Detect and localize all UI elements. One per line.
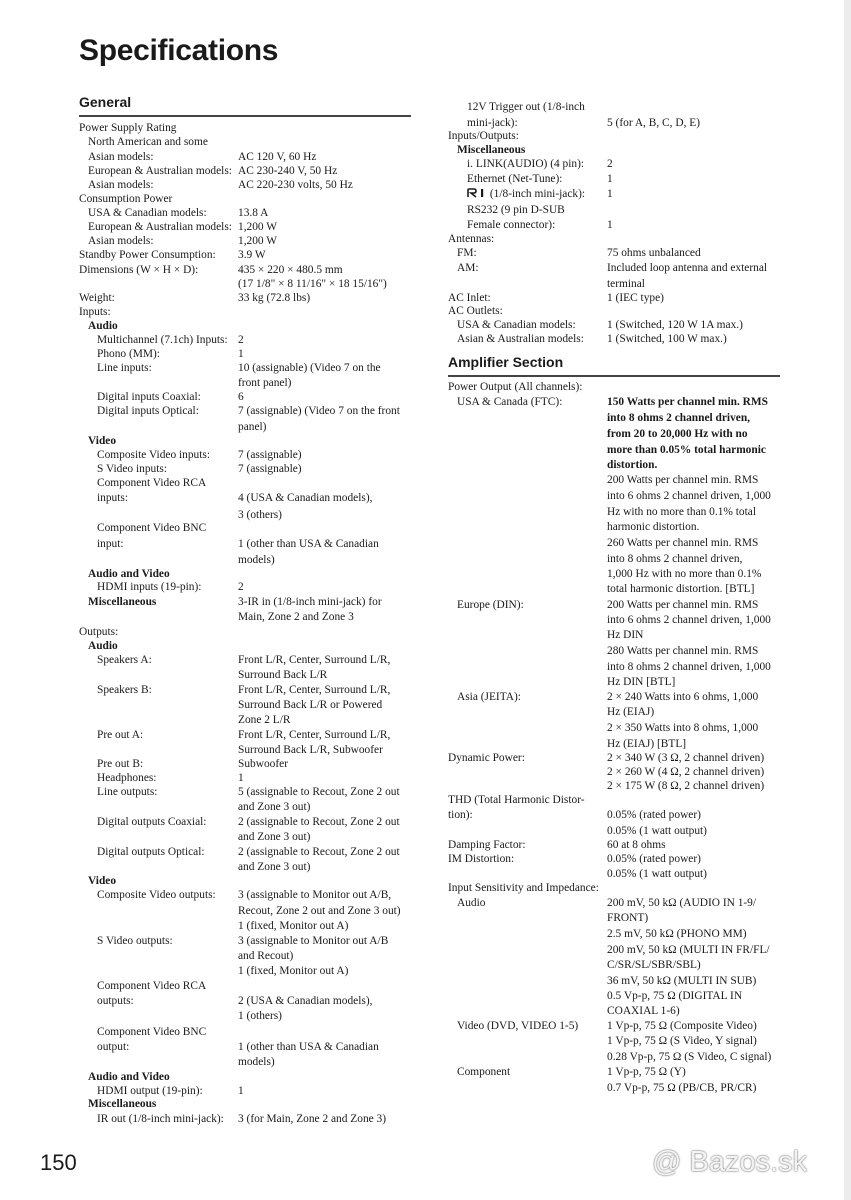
spec-value: harmonic distortion. [607,521,700,533]
spec-label: Speakers A: [97,654,152,666]
spec-value: 7 (assignable) [238,449,302,461]
spec-label: Audio [457,897,486,909]
spec-value: 2 (USA & Canadian models), [238,995,373,1007]
spec-value: Front L/R, Center, Surround L/R, [238,684,391,696]
spec-value: into 8 ohms 2 channel driven, [607,412,751,424]
spec-value: 200 mV, 50 kΩ (AUDIO IN 1-9/ [607,897,757,909]
spec-value: Surround Back L/R or Powered [238,699,383,711]
spec-value: 1 [238,348,244,360]
spec-label: Miscellaneous [88,596,157,608]
spec-label: Antennas: [448,233,495,245]
spec-label: Dimensions (W × H × D): [79,264,199,276]
spec-value: 10 (assignable) (Video 7 on the [238,362,381,374]
spec-label: IM Distortion: [448,853,515,865]
spec-value: and Recout) [238,950,294,962]
spec-label: Asia (JEITA): [457,691,521,703]
spec-label: Miscellaneous [457,144,526,156]
viewer-edge [844,0,851,1200]
spec-label: tion): [448,809,473,821]
spec-label: USA & Canadian models: [457,319,576,331]
spec-value: 6 [238,391,244,403]
spec-label: Video [88,875,117,887]
spec-label: Asian & Australian models: [457,333,584,345]
spec-label: Line inputs: [97,362,152,374]
spec-label: Multichannel (7.1ch) Inputs: [97,334,228,346]
spec-label: AC Outlets: [448,305,503,317]
spec-value: 2 [238,581,244,593]
spec-label: Digital outputs Coaxial: [97,816,207,828]
spec-value: 150 Watts per channel min. RMS [607,396,768,408]
spec-label: Inputs: [79,306,111,318]
spec-value: Recout, Zone 2 out and Zone 3 out) [238,905,401,917]
spec-label: Audio [88,640,118,652]
spec-label: Audio and Video [88,568,170,580]
spec-label: (1/8-inch mini-jack): [467,187,585,202]
spec-value: terminal [607,278,645,290]
spec-value: 1,200 W [238,235,278,247]
spec-value: 4 (USA & Canadian models), [238,492,373,504]
spec-label: Miscellaneous [88,1098,157,1110]
spec-label: Asian models: [88,235,154,247]
spec-value: 200 Watts per channel min. RMS [607,474,759,486]
spec-label: 12V Trigger out (1/8-inch [467,101,585,113]
spec-value: models) [238,554,275,566]
spec-label: i. LINK(AUDIO) (4 pin): [467,158,585,170]
spec-label: Pre out B: [97,758,144,770]
spec-value: 2 × 175 W (8 Ω, 2 channel driven) [607,780,765,792]
spec-label: AC Inlet: [448,292,491,304]
spec-label: THD (Total Harmonic Distor- [448,794,585,806]
spec-value: more than 0.05% total harmonic [607,444,766,456]
spec-value: 1,200 W [238,221,278,233]
spec-value: Included loop antenna and external [607,262,768,274]
spec-value: 1 [607,219,613,231]
page-title: Specifications [79,34,279,67]
spec-value: 1 (other than USA & Canadian [238,538,379,550]
spec-value: and Zone 3 out) [238,861,311,873]
spec-value: Subwoofer [238,758,288,770]
spec-value: 33 kg (72.8 lbs) [238,292,311,304]
spec-value: 1 (fixed, Monitor out A) [238,965,349,977]
spec-value: 2 × 350 Watts into 8 ohms, 1,000 [607,722,759,734]
spec-label: Power Output (All channels): [448,381,583,393]
spec-label: FM: [457,247,477,259]
spec-label: Asian models: [88,179,154,191]
spec-value: 3 (for Main, Zone 2 and Zone 3) [238,1113,387,1125]
spec-value: 1 [238,772,244,784]
spec-label: Weight: [79,292,115,304]
spec-value: 1 (others) [238,1010,282,1022]
spec-label: Composite Video inputs: [97,449,211,461]
spec-value: FRONT) [607,912,649,924]
spec-value: into 6 ohms 2 channel driven, 1,000 [607,490,771,502]
spec-label: Outputs: [79,626,119,638]
page-number: 150 [40,1150,77,1175]
spec-label: Pre out A: [97,729,144,741]
spec-label: Digital outputs Optical: [97,846,205,858]
spec-label: S Video inputs: [97,463,167,475]
spec-label: Line outputs: [97,786,158,798]
spec-label: RS232 (9 pin D-SUB [467,204,565,216]
spec-label: Digital inputs Coaxial: [97,391,201,403]
spec-value: 7 (assignable) [238,463,302,475]
section-rule-general [79,115,411,117]
spec-label: Ethernet (Net-Tune): [467,173,563,185]
spec-label: Inputs/Outputs: [448,130,519,142]
spec-label: Europe (DIN): [457,599,524,611]
spec-value: Main, Zone 2 and Zone 3 [238,611,354,623]
spec-label: outputs: [97,995,134,1007]
spec-label: Component [457,1066,511,1078]
spec-value: 1 Vp-p, 75 Ω (Composite Video) [607,1020,757,1032]
spec-value: 13.8 A [238,207,269,219]
spec-value: 5 (for A, B, C, D, E) [607,117,701,129]
spec-value: 0.05% (1 watt output) [607,868,707,880]
spec-value: and Zone 3 out) [238,801,311,813]
spec-value: distortion. [607,459,658,471]
spec-label: European & Australian models: [88,165,232,177]
spec-label: Headphones: [97,772,157,784]
spec-value: front panel) [238,377,292,389]
spec-value: 2 [607,158,613,170]
spec-value: 260 Watts per channel min. RMS [607,537,759,549]
spec-value: 3-IR in (1/8-inch mini-jack) for [238,596,382,608]
spec-value: C/SR/SL/SBR/SBL) [607,959,701,971]
ri-remote-icon [467,188,487,198]
spec-value: 435 × 220 × 480.5 mm [238,264,343,276]
spec-value: 2 (assignable to Recout, Zone 2 out [238,846,400,858]
spec-label: Consumption Power [79,193,173,205]
spec-value: AC 230-240 V, 50 Hz [238,165,338,177]
spec-value: 75 ohms unbalanced [607,247,701,259]
spec-value: Hz DIN [607,629,644,641]
spec-value: 200 mV, 50 kΩ (MULTI IN FR/FL/ [607,944,770,956]
spec-label: HDMI inputs (19-pin): [97,581,202,593]
spec-value: 1 (other than USA & Canadian [238,1041,379,1053]
spec-label: output: [97,1041,130,1053]
spec-value: 60 at 8 ohms [607,839,666,851]
spec-value: 3 (assignable to Monitor out A/B, [238,889,392,901]
spec-value: into 8 ohms 2 channel driven, 1,000 [607,661,771,673]
spec-value: Surround Back L/R, Subwoofer [238,744,383,756]
spec-label: USA & Canadian models: [88,207,207,219]
spec-label: North American and some [88,136,208,148]
spec-value: 1 Vp-p, 75 Ω (Y) [607,1066,686,1078]
spec-value: 0.05% (1 watt output) [607,825,707,837]
spec-value: Surround Back L/R [238,669,328,681]
spec-value: 3 (assignable to Monitor out A/B [238,935,389,947]
spec-label: Digital inputs Optical: [97,405,199,417]
spec-label: Power Supply Rating [79,122,177,134]
spec-label: Speakers B: [97,684,152,696]
spec-label: Video [88,435,117,447]
spec-label: Dynamic Power: [448,752,525,764]
spec-value: Zone 2 L/R [238,714,291,726]
section-heading-amplifier: Amplifier Section [448,354,564,370]
spec-value: 2 (assignable to Recout, Zone 2 out [238,816,400,828]
spec-label: Damping Factor: [448,839,526,851]
spec-label: Composite Video outputs: [97,889,216,901]
spec-value: 1 (fixed, Monitor out A) [238,920,349,932]
spec-label: Input Sensitivity and Impedance: [448,882,599,894]
spec-value: into 8 ohms 2 channel driven, [607,553,743,565]
spec-value: 36 mV, 50 kΩ (MULTI IN SUB) [607,975,757,987]
spec-label: Video (DVD, VIDEO 1-5) [457,1020,579,1032]
spec-value: 2.5 mV, 50 kΩ (PHONO MM) [607,928,747,940]
spec-label: mini-jack): [467,117,518,129]
spec-value: 1 [607,173,613,185]
spec-label: Asian models: [88,151,154,163]
spec-label: Component Video BNC [97,522,207,534]
spec-value: Hz with no more than 0.1% total [607,506,756,518]
spec-value: 3.9 W [238,249,266,261]
spec-value: 280 Watts per channel min. RMS [607,645,759,657]
spec-value: models) [238,1056,275,1068]
spec-value: 7 (assignable) (Video 7 on the front [238,405,400,417]
spec-value: 1 (Switched, 100 W max.) [607,333,727,345]
spec-label: Audio [88,320,118,332]
spec-label: IR out (1/8-inch mini-jack): [97,1113,224,1125]
spec-value: 5 (assignable to Recout, Zone 2 out [238,786,400,798]
spec-value: (17 1/8" × 8 11/16" × 18 15/16") [238,278,387,290]
spec-value: AC 220-230 volts, 50 Hz [238,179,353,191]
spec-value: 0.05% (rated power) [607,809,701,821]
spec-value: 0.28 Vp-p, 75 Ω (S Video, C signal) [607,1051,772,1063]
watermark: @ Bazos.sk [652,1146,808,1178]
spec-value: 1 [238,1085,244,1097]
spec-value: Hz DIN [BTL] [607,676,676,688]
spec-label: Component Video RCA [97,477,207,489]
spec-value: Hz (EIAJ) [607,706,655,718]
spec-value: 2 × 240 Watts into 6 ohms, 1,000 [607,691,759,703]
spec-label: Audio and Video [88,1071,170,1083]
spec-label: Component Video RCA [97,980,207,992]
spec-value: 200 Watts per channel min. RMS [607,599,759,611]
spec-value: AC 120 V, 60 Hz [238,151,317,163]
spec-value: COAXIAL 1-6) [607,1005,680,1017]
spec-value: 2 × 260 W (4 Ω, 2 channel driven) [607,766,765,778]
spec-value: Hz (EIAJ) [BTL] [607,738,687,750]
spec-label: input: [97,538,124,550]
spec-value: 1 (IEC type) [607,292,664,304]
spec-value: 1,000 Hz with no more than 0.1% [607,568,762,580]
spec-label: AM: [457,262,479,274]
spec-value: 0.5 Vp-p, 75 Ω (DIGITAL IN [607,990,743,1002]
spec-value: and Zone 3 out) [238,831,311,843]
spec-value: into 6 ohms 2 channel driven, 1,000 [607,614,771,626]
spec-label: USA & Canada (FTC): [457,396,563,408]
spec-label: Component Video BNC [97,1026,207,1038]
section-rule-amplifier [448,375,780,377]
spec-value: 1 (Switched, 120 W 1A max.) [607,319,743,331]
spec-value: 0.05% (rated power) [607,853,701,865]
spec-label: HDMI output (19-pin): [97,1085,203,1097]
section-heading-general: General [79,94,132,110]
spec-value: 2 [238,334,244,346]
spec-label: Standby Power Consumption: [79,249,216,261]
spec-value: panel) [238,421,267,433]
spec-value: 0.7 Vp-p, 75 Ω (PB/CB, PR/CR) [607,1082,757,1094]
spec-value: 3 (others) [238,509,282,521]
spec-value: 1 [607,188,613,200]
spec-label: European & Australian models: [88,221,232,233]
spec-label: Phono (MM): [97,348,160,360]
spec-value: 2 × 340 W (3 Ω, 2 channel driven) [607,752,765,764]
spec-value: 1 Vp-p, 75 Ω (S Video, Y signal) [607,1035,757,1047]
spec-value: total harmonic distortion. [BTL] [607,583,755,595]
spec-label: S Video outputs: [97,935,173,947]
spec-value: Front L/R, Center, Surround L/R, [238,729,391,741]
spec-label: inputs: [97,492,129,504]
spec-value: from 20 to 20,000 Hz with no [607,428,748,440]
spec-label: Female connector): [467,219,556,231]
spec-value: Front L/R, Center, Surround L/R, [238,654,391,666]
